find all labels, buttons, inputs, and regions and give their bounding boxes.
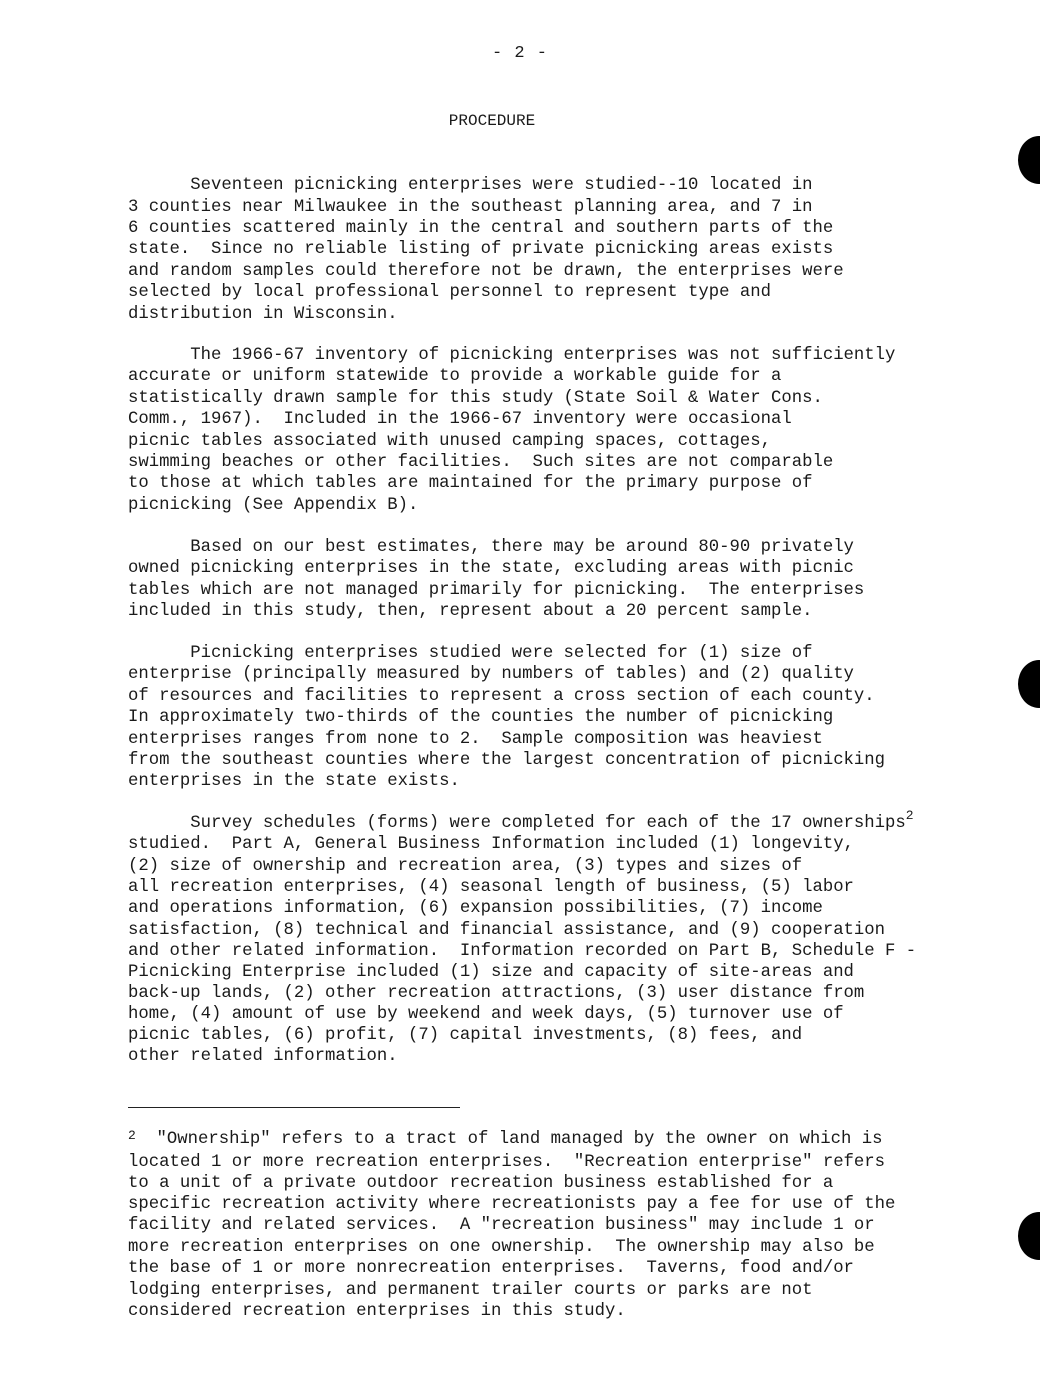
punch-hole-bottom: [1018, 1212, 1040, 1260]
paragraph-3-line-1: Based on our best estimates, there may be around 80-90 privately: [128, 538, 854, 557]
page-number: - 2 -: [491, 44, 548, 63]
paragraph-5-line-6: satisfaction, (8) technical and financial assistance, and (9) cooperation: [128, 921, 886, 940]
paragraph-5-line-11: picnic tables, (6) profit, (7) capital investments, (8) fees, and: [128, 1026, 803, 1045]
paragraph-5-line-12: other related information.: [128, 1047, 398, 1066]
punch-hole-middle: [1018, 660, 1040, 708]
paragraph-3-line-3: tables which are not managed primarily for picnicking. The enterprises: [128, 581, 865, 600]
footnote-divider: [128, 1107, 460, 1108]
paragraph-2-line-6: swimming beaches or other facilities. Such sites are not comparable: [128, 453, 834, 472]
footnote-line-6: more recreation enterprises on one ownership. The ownership may also be: [128, 1238, 875, 1257]
paragraph-2-line-4: Comm., 1967). Included in the 1966-67 inventory were occasional: [128, 410, 792, 429]
paragraph-4-line-7: enterprises in the state exists.: [128, 772, 460, 791]
footnote-line-8: lodging enterprises, and permanent trailer courts or parks are not: [128, 1281, 813, 1300]
paragraph-4-line-5: enterprises ranges from none to 2. Sample composition was heaviest: [128, 730, 823, 749]
paragraph-5-line-1: [128, 808, 914, 834]
paragraph-3-line-2: owned picnicking enterprises in the state, excluding areas with picnic: [128, 559, 854, 578]
footnote-line-3: to a unit of a private outdoor recreation business established for a: [128, 1174, 834, 1193]
paragraph-4-line-3: of resources and facilities to represent a cross section of each county.: [128, 687, 875, 706]
paragraph-2-line-5: picnic tables associated with unused camping spaces, cottages,: [128, 432, 771, 451]
paragraph-1-line-7: distribution in Wisconsin.: [128, 305, 398, 324]
footnote-line-1-text: "Ownership" refers to a tract of land managed by the owner on which is: [135, 1130, 883, 1149]
footnote-marker: 2: [128, 1128, 136, 1143]
footnote-line-4: specific recreation activity where recreationists pay a fee for use of the: [128, 1195, 896, 1214]
paragraph-4-line-4: In approximately two-thirds of the counties the number of picnicking: [128, 708, 834, 727]
paragraph-2-line-1: The 1966-67 inventory of picnicking enterprises was not sufficiently: [128, 346, 896, 365]
paragraph-4-line-2: enterprise (principally measured by numbers of tables) and (2) quality: [128, 665, 854, 684]
paragraph-3-line-4: included in this study, then, represent about a 20 percent sample.: [128, 602, 813, 621]
paragraph-5-line-7: and other related information. Information recorded on Part B, Schedule F -: [128, 942, 917, 961]
paragraph-5-line-5: and operations information, (6) expansion possibilities, (7) income: [128, 899, 823, 918]
footnote-reference: 2: [905, 808, 914, 823]
paragraph-2-line-2: accurate or uniform statewide to provide a workable guide for a: [128, 367, 782, 386]
paragraph-1-line-1: Seventeen picnicking enterprises were studied--10 located in: [128, 176, 813, 195]
paragraph-2-line-8: picnicking (See Appendix B).: [128, 496, 419, 515]
paragraph-1-line-5: and random samples could therefore not be drawn, the enterprises were: [128, 262, 844, 281]
paragraph-5-line-10: home, (4) amount of use by weekend and week days, (5) turnover use of: [128, 1005, 844, 1024]
section-heading: PROCEDURE: [448, 112, 536, 130]
paragraph-5-line-3: (2) size of ownership and recreation area, (3) types and sizes of: [128, 857, 803, 876]
punch-hole-top: [1018, 136, 1040, 184]
footnote-line-9: considered recreation enterprises in this study.: [128, 1302, 626, 1321]
footnote-line-5: facility and related services. A "recreation business" may include 1 or: [128, 1216, 875, 1235]
paragraph-5-line-1-text: Survey schedules (forms) were completed for each of the 17 ownerships: [128, 814, 906, 833]
paragraph-5-line-9: back-up lands, (2) other recreation attractions, (3) user distance from: [128, 984, 865, 1003]
paragraph-4-line-1: Picnicking enterprises studied were selected for (1) size of: [128, 644, 813, 663]
paragraph-1-line-3: 6 counties scattered mainly in the central and southern parts of the: [128, 219, 834, 238]
footnote-line-7: the base of 1 or more nonrecreation enterprises. Taverns, food and/or: [128, 1259, 854, 1278]
paragraph-5-line-4: all recreation enterprises, (4) seasonal length of business, (5) labor: [128, 878, 854, 897]
paragraph-2-line-3: statistically drawn sample for this study (State Soil & Water Cons.: [128, 389, 823, 408]
footnote-line-2: located 1 or more recreation enterprises. "Recreation enterprise" refers: [128, 1153, 886, 1172]
paragraph-5-line-8: Picnicking Enterprise included (1) size and capacity of site-areas and: [128, 963, 854, 982]
paragraph-2-line-7: to those at which tables are maintained for the primary purpose of: [128, 474, 813, 493]
paragraph-1-line-4: state. Since no reliable listing of private picnicking areas exists: [128, 240, 834, 259]
footnote-line-1: [128, 1129, 882, 1150]
paragraph-1-line-6: selected by local professional personnel to represent type and: [128, 283, 771, 302]
paragraph-1-line-2: 3 counties near Milwaukee in the southeast planning area, and 7 in: [128, 198, 813, 217]
paragraph-5-line-2: studied. Part A, General Business Information included (1) longevity,: [128, 835, 854, 854]
paragraph-4-line-6: from the southeast counties where the largest concentration of picnicking: [128, 751, 886, 770]
